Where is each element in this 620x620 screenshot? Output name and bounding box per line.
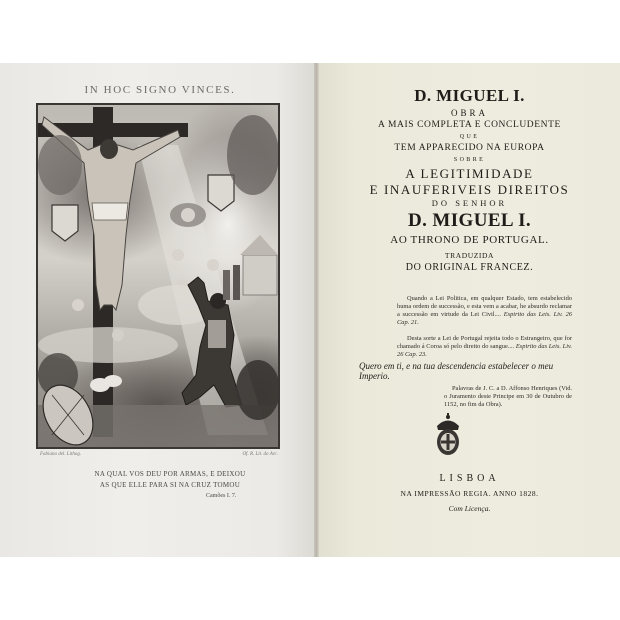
caption-line-1: NA QUAL VOS DEU POR ARMAS, E DEIXOU bbox=[94, 470, 246, 478]
engraving-motto: IN HOC SIGNO VINCES. bbox=[84, 84, 236, 96]
engraving-illustration-icon bbox=[38, 105, 278, 447]
title-line-sobre: SOBRE bbox=[453, 157, 486, 163]
royal-arms-icon bbox=[432, 413, 464, 461]
title-line-legitimidade: A LEGITIMIDADE bbox=[405, 166, 534, 181]
title-line-senhor: DO SENHOR bbox=[431, 198, 508, 208]
title-line-obra: OBRA bbox=[450, 108, 488, 118]
engraver-signature-right: Of. R. Lit. do Arc. bbox=[242, 452, 278, 457]
title-heading: D. MIGUEL I. bbox=[414, 86, 525, 105]
title-line-throno: AO THRONO DE PORTUGAL. bbox=[390, 234, 549, 246]
engraver-signature-left: Fabiano del. Lithog. bbox=[40, 452, 82, 457]
subject-name: D. MIGUEL I. bbox=[407, 210, 532, 231]
title-line-traduzida: TRADUZIDA bbox=[444, 251, 495, 260]
imprint-press: NA IMPRESSÃO REGIA. ANNO 1828. bbox=[400, 489, 539, 498]
title-line-direitos: E INAUFERIVEIS DIREITOS bbox=[369, 182, 570, 197]
crucifixion-engraving bbox=[36, 103, 280, 449]
title-page bbox=[319, 63, 620, 557]
epigraph-1-text: Quando a Lei Politica, em qualquer Estado, tem estabelecido huma ordem de successão, e esta vem a acabar, he absurdo reclamar a successão em virtude da Lei Civil.... bbox=[397, 295, 572, 318]
frontispiece-page bbox=[0, 63, 314, 557]
epigraph-1 bbox=[397, 295, 572, 327]
caption-line-2: AS QUE ELLE PARA SI NA CRUZ TOMOU bbox=[99, 481, 241, 489]
motto-quote: Quero em ti, e na tua descendencia estabelecer o meu Imperio. bbox=[359, 361, 554, 381]
imprint-license: Com Licença. bbox=[448, 504, 491, 513]
motto-attribution: Palavras de J. C. a D. Affonso Henriques (Vid. o Juramento deste Principe em 30 de Outubro de 1152, no fim da Obra). bbox=[444, 385, 572, 408]
caption-source: Camões I. 7. bbox=[206, 493, 237, 499]
epigraph-1-source: Espirito das Leis. Liv. 26 Cap. 21. bbox=[397, 311, 572, 326]
epigraph-2 bbox=[397, 335, 572, 359]
imprint-city: LISBOA bbox=[439, 473, 500, 484]
book-spread bbox=[0, 63, 620, 557]
epigraph-2-source: Espirito das Leis. Liv. 26 Cap. 23. bbox=[397, 343, 572, 358]
title-line-original: DO ORIGINAL FRANCEZ. bbox=[405, 262, 534, 273]
title-line-apparecido: TEM APPARECIDO NA EUROPA bbox=[394, 143, 545, 153]
title-line-completa: A MAIS COMPLETA E CONCLUDENTE bbox=[378, 120, 561, 130]
epigraph-2-text: Desta sorte a Lei de Portugal rejeita todo o Estrangeiro, que for chamado á Coroa só pelo direito do sangue.... bbox=[397, 335, 572, 350]
title-line-que: QUE bbox=[459, 134, 480, 140]
